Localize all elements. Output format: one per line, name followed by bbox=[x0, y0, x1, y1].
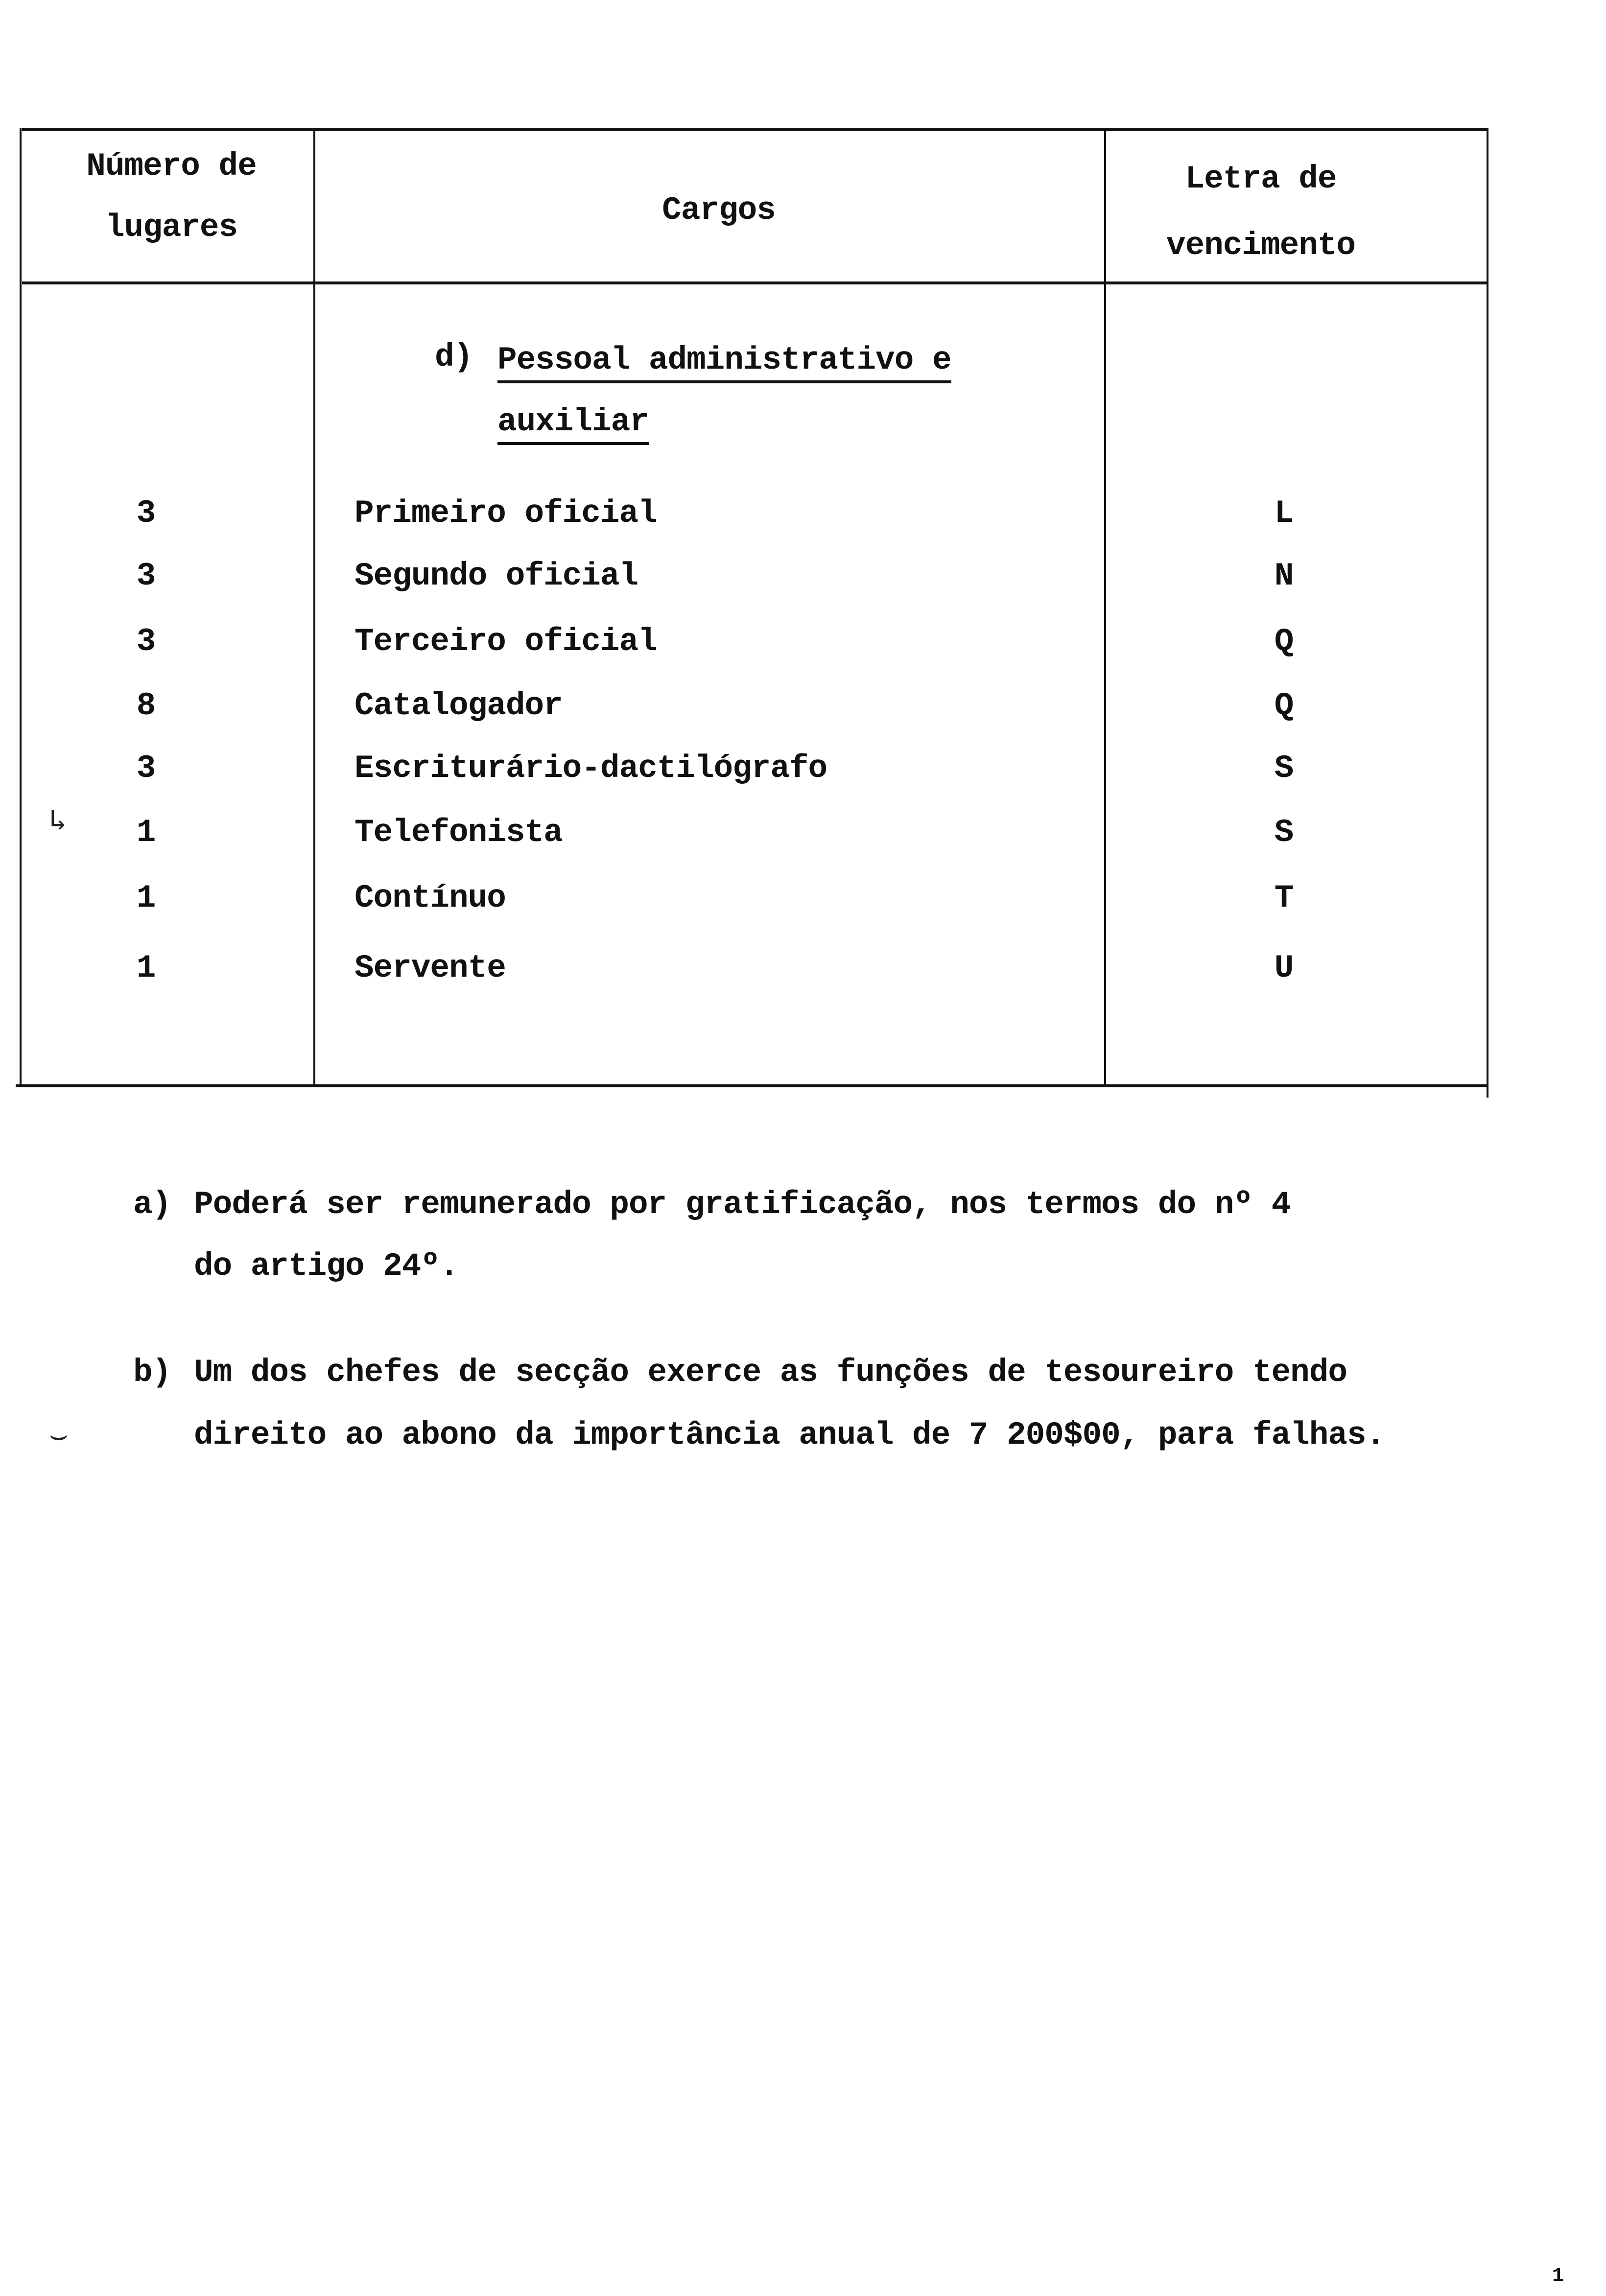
row-cargo: Segundo oficial bbox=[354, 558, 638, 594]
note-b-line1: Um dos chefes de secção exerce as funções de tesoureiro tendo bbox=[194, 1354, 1347, 1391]
table-col-divider-2 bbox=[1104, 128, 1106, 1086]
check-mark-icon: ⌣ bbox=[49, 1421, 69, 1454]
row-letra: Q bbox=[1274, 687, 1294, 724]
table-header-divider bbox=[22, 281, 1488, 284]
row-number: 3 bbox=[136, 495, 156, 532]
row-cargo: Catalogador bbox=[354, 687, 563, 724]
check-mark-icon: ↳ bbox=[49, 806, 67, 839]
table-bottom-border bbox=[16, 1084, 1488, 1087]
row-number: 3 bbox=[136, 750, 156, 787]
table-right-border bbox=[1487, 128, 1488, 1098]
row-cargo: Escriturário-dactilógrafo bbox=[354, 750, 827, 787]
note-a-line2: do artigo 24º. bbox=[194, 1248, 459, 1285]
note-a-line1: Poderá ser remunerado por gratificação, nos termos do nº 4 bbox=[194, 1186, 1291, 1223]
row-number: 1 bbox=[136, 880, 156, 916]
header-letra-line2: vencimento bbox=[1166, 227, 1356, 264]
section-title-line2-text: auxiliar bbox=[497, 403, 649, 445]
header-numero-line1: Número de bbox=[86, 148, 257, 185]
row-number: 8 bbox=[136, 687, 156, 724]
row-letra: S bbox=[1274, 750, 1294, 787]
row-letra: T bbox=[1274, 880, 1294, 916]
section-title-line1-text: Pessoal administrativo e bbox=[497, 342, 951, 383]
table-top-border bbox=[22, 128, 1488, 131]
row-number: 3 bbox=[136, 558, 156, 594]
row-letra: N bbox=[1274, 558, 1294, 594]
table-col-divider-1 bbox=[313, 128, 315, 1086]
row-cargo: Telefonista bbox=[354, 814, 563, 851]
section-title-line2 bbox=[497, 402, 649, 442]
row-letra: S bbox=[1274, 814, 1294, 851]
header-letra-line1: Letra de bbox=[1185, 161, 1337, 197]
row-number: 1 bbox=[136, 814, 156, 851]
row-letra: L bbox=[1274, 495, 1294, 532]
table-left-border bbox=[20, 128, 22, 1086]
row-number: 1 bbox=[136, 950, 156, 986]
header-numero-line2: lugares bbox=[105, 209, 238, 246]
section-marker: d) bbox=[435, 339, 473, 375]
row-letra: Q bbox=[1274, 623, 1294, 660]
row-cargo: Contínuo bbox=[354, 880, 506, 916]
row-cargo: Primeiro oficial bbox=[354, 495, 657, 532]
row-cargo: Terceiro oficial bbox=[354, 623, 657, 660]
note-b-line2: direito ao abono da importância anual de 7 200$00, para falhas. bbox=[194, 1417, 1385, 1453]
row-letra: U bbox=[1274, 950, 1294, 986]
header-cargos: Cargos bbox=[662, 192, 776, 229]
section-title-line1 bbox=[497, 341, 951, 380]
row-cargo: Servente bbox=[354, 950, 506, 986]
page-number: 1 bbox=[1552, 2265, 1564, 2287]
note-b-marker: b) bbox=[133, 1354, 171, 1391]
note-a-marker: a) bbox=[133, 1186, 171, 1223]
row-number: 3 bbox=[136, 623, 156, 660]
